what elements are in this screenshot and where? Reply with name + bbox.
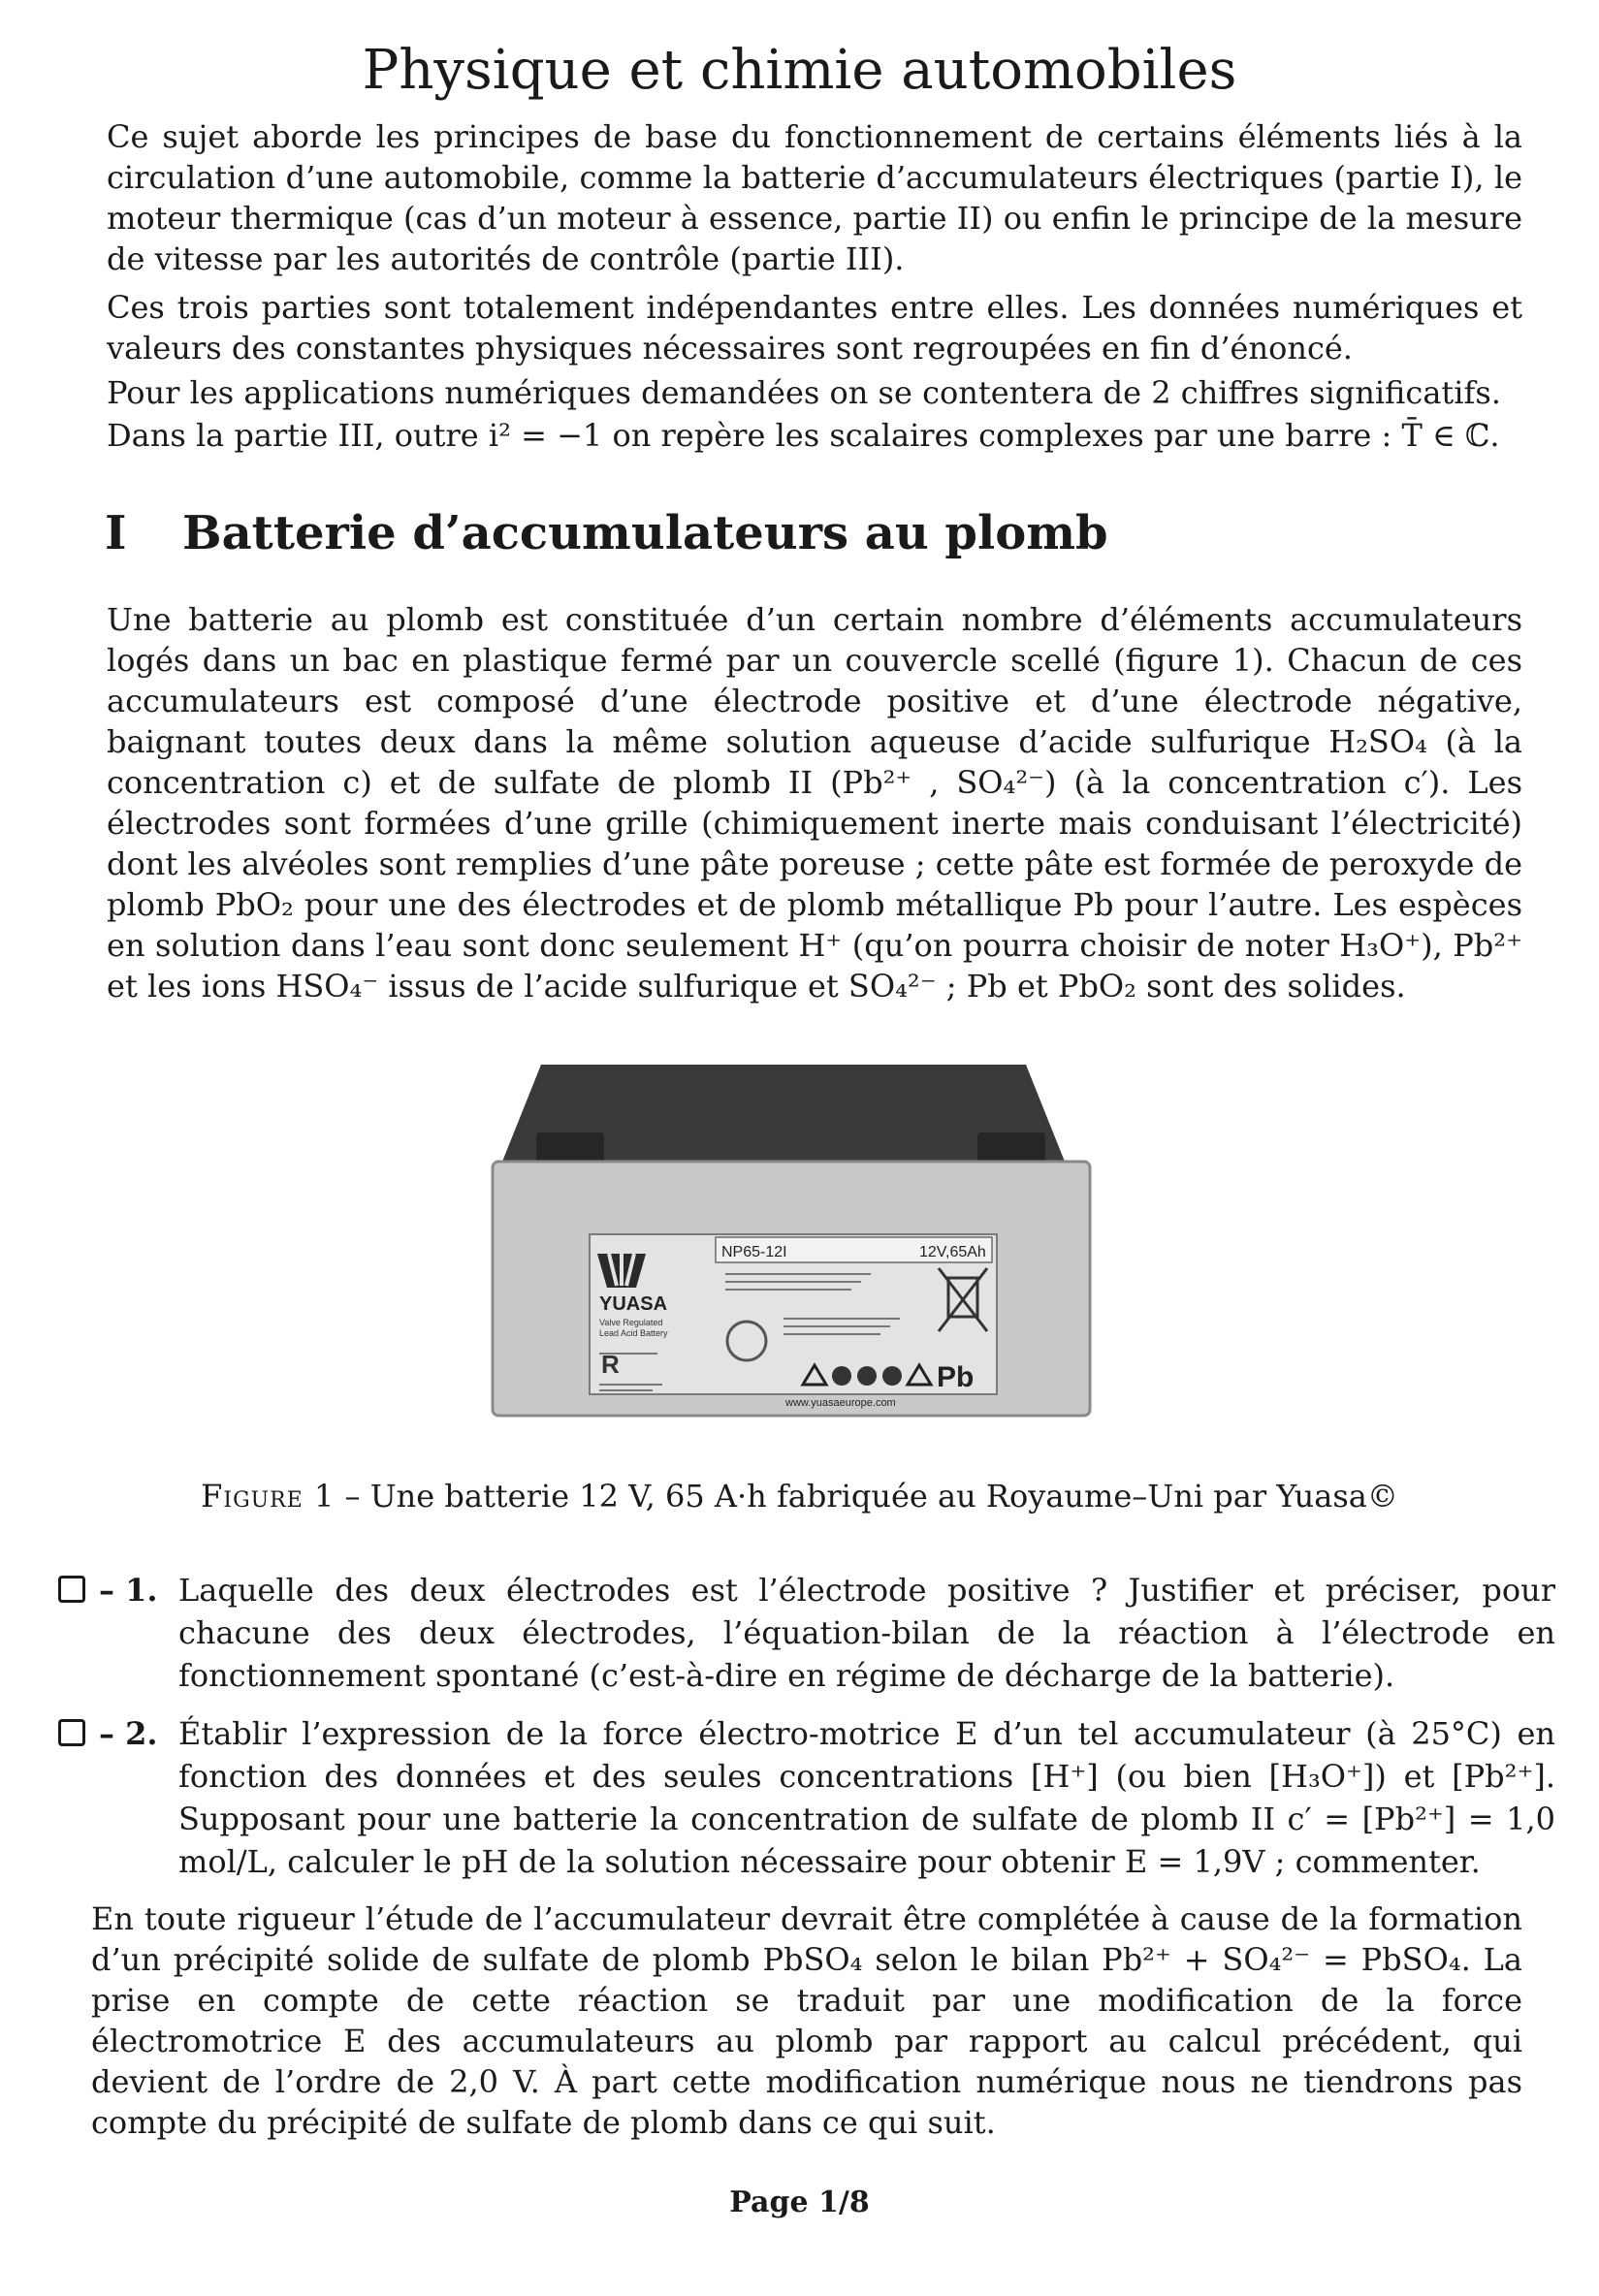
checkbox-icon[interactable] <box>58 1719 85 1746</box>
brand-sub-1: Valve Regulated <box>599 1318 663 1327</box>
caption-text: – Une batterie 12 V, 65 A·h fabriquée au Royaume–Uni par Yuasa© <box>335 1478 1398 1515</box>
figure-caption <box>0 1478 1599 1515</box>
intro-paragraph-4: Dans la partie III, outre i² = −1 on repère les scalaires complexes par une barre : T̄ ∈ ℂ. <box>107 417 1500 454</box>
question-1 <box>58 1569 1555 1694</box>
rating-text: 12V,65Ah <box>919 1244 986 1260</box>
section-paragraph: Une batterie au plomb est constituée d’un certain nombre d’éléments accumulateurs logés dans un bac en plastique fermé par un couvercle scellé (figure 1). Chacun de ces accumulateurs est composé d’une électrode positive et d’une électrode négative, baignant toutes deux dans la même solution aqueuse d’acide sulfurique H₂SO₄ (à la concentration c) et de sulfate de plomb II (Pb²⁺ , SO₄²⁻) (à la concentration c′). Les électrodes sont formées d’une grille (chimiquement inerte mais conduisant l’électricité) dont les alvéoles sont remplies d’une pâte poreuse ; cette pâte est formée de peroxyde de plomb PbO₂ pour une des électrodes et de plomb métallique Pb pour l’autre. Les espèces en solution dans l’eau sont donc seulement H⁺ (qu’on pourra choisir de noter H₃O⁺), Pb²⁺ et les ions HSO₄⁻ issus de l’acide sulfurique et SO₄²⁻ ; Pb et PbO₂ sont des solides. <box>107 601 1522 1004</box>
question-number: – 2. <box>99 1715 158 1752</box>
intro-paragraph-1: Ce sujet aborde les principes de base du fonctionnement de certains éléments liés à la circulation d’une automobile, comme la batterie d’accumulateurs électriques (partie I), le moteur thermique (cas d’un moteur à essence, partie II) ou enfin le principe de la mesure de vitesse par les autorités de contrôle (partie III). <box>107 118 1522 277</box>
caption-label: Figure 1 <box>201 1478 336 1515</box>
ul-mark-icon: R <box>601 1350 620 1379</box>
page-number: Page 1/8 <box>729 2185 870 2219</box>
question-text: Établir l’expression de la force électro-motrice E d’un tel accumulateur (à 25°C) en fonction des données et des seules concentrations [H⁺] (ou bien [H₃O⁺]) et [Pb²⁺]. Supposant pour une batterie la concentration de sulfate de plomb II c′ = [Pb²⁺] = 1,0 mol/L, calculer le pH de la solution nécessaire pour obtenir E = 1,9V ; commenter. <box>178 1715 1555 1880</box>
battery-illustration <box>483 1045 1100 1425</box>
battery-figure <box>483 1045 1100 1425</box>
section-title: Batterie d’accumulateurs au plomb <box>182 506 1108 560</box>
page-title: Physique et chimie automobiles <box>362 39 1237 102</box>
intro-paragraph-2: Ces trois parties sont totalement indépendantes entre elles. Les données numériques et valeurs des constantes physiques nécessaires sont regroupées en fin d’énoncé. <box>107 289 1522 367</box>
checkbox-icon[interactable] <box>58 1576 85 1603</box>
question-number: – 1. <box>99 1572 158 1609</box>
question-2 <box>58 1712 1555 1880</box>
pb-symbol-text: Pb <box>937 1361 975 1393</box>
closing-paragraph: En toute rigueur l’étude de l’accumulateur devrait être complétée à cause de la formation d’un précipité solide de sulfate de plomb PbSO₄ selon le bilan Pb²⁺ + SO₄²⁻ = PbSO₄. La prise en compte de cette réaction se traduit par une modification de la force électromotrice E des accumulateurs au plomb par rapport au calcul précédent, qui devient de l’ordre de 2,0 V. À part cette modification numérique nous ne tiendrons pas compte du précipité de sulfate de plomb dans ce qui suit. <box>91 1900 1522 2141</box>
question-text: Laquelle des deux électrodes est l’électrode positive ? Justifier et préciser, pour chacune des deux électrodes, l’équation-bilan de la réaction à l’électrode en fonctionnement spontané (c’est-à-dire en régime de décharge de la batterie). <box>178 1572 1555 1694</box>
section-number: I <box>105 506 127 560</box>
model-text: NP65-12I <box>721 1244 787 1260</box>
website-text: www.yuasaeurope.com <box>785 1397 896 1409</box>
section-heading <box>105 506 1108 560</box>
brand-text: YUASA <box>599 1293 668 1315</box>
intro-paragraph-3: Pour les applications numériques demandées on se contentera de 2 chiffres significatifs. <box>107 374 1501 411</box>
brand-sub-2: Lead Acid Battery <box>599 1328 668 1338</box>
